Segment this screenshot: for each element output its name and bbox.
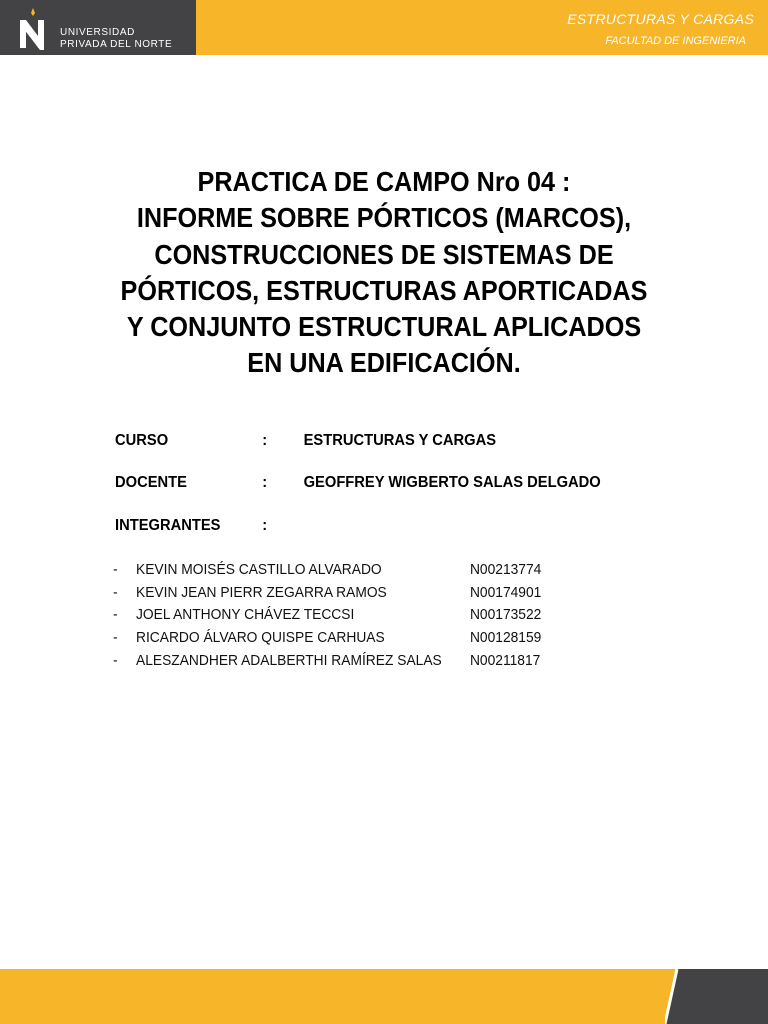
member-name: RICARDO ÁLVARO QUISPE CARHUAS <box>136 629 385 646</box>
docente-value: GEOFFREY WIGBERTO SALAS DELGADO <box>303 474 601 491</box>
member-bullet: - <box>113 584 118 601</box>
member-code: N00213774 <box>469 561 542 578</box>
member-code: N00211817 <box>469 652 541 669</box>
member-bullet: - <box>113 652 118 669</box>
title-line-2: INFORME SOBRE PÓRTICOS (MARCOS), <box>136 202 632 234</box>
title-line-5: Y CONJUNTO ESTRUCTURAL APLICADOS <box>126 311 642 343</box>
curso-value: ESTRUCTURAS Y CARGAS <box>303 432 497 449</box>
curso-colon: : <box>262 432 268 449</box>
member-name: JOEL ANTHONY CHÁVEZ TECCSI <box>136 606 355 623</box>
integrantes-colon: : <box>262 517 268 534</box>
footer-band <box>0 969 768 1024</box>
logo-line-1: UNIVERSIDAD <box>60 27 135 38</box>
integrantes-label: INTEGRANTES <box>115 517 221 534</box>
title-line-3: CONSTRUCCIONES DE SISTEMAS DE <box>154 238 614 270</box>
member-code: N00174901 <box>469 584 542 601</box>
docente-colon: : <box>262 474 268 491</box>
logo-line-2: PRIVADA DEL NORTE <box>60 39 173 50</box>
university-logo <box>0 0 196 55</box>
title-line-6: EN UNA EDIFICACIÓN. <box>247 347 521 379</box>
document-title <box>38 164 729 382</box>
docente-label: DOCENTE <box>115 474 187 491</box>
header-course: ESTRUCTURAS Y CARGAS <box>567 11 754 27</box>
member-name: KEVIN MOISÉS CASTILLO ALVARADO <box>136 561 382 578</box>
footer-accent-block <box>665 969 768 1024</box>
member-name: KEVIN JEAN PIERR ZEGARRA RAMOS <box>136 584 387 601</box>
header-faculty: FACULTAD DE INGENIERIA <box>605 35 746 47</box>
upn-logo-icon <box>18 8 48 50</box>
member-name: ALESZANDHER ADALBERTHI RAMÍREZ SALAS <box>136 652 442 669</box>
title-line-4: PÓRTICOS, ESTRUCTURAS APORTICADAS <box>120 274 648 306</box>
title-line-1: PRACTICA DE CAMPO Nro 04 : <box>197 166 571 197</box>
member-bullet: - <box>113 629 118 646</box>
member-bullet: - <box>113 561 118 578</box>
curso-label: CURSO <box>115 432 169 449</box>
member-bullet: - <box>113 606 118 623</box>
member-code: N00128159 <box>469 629 542 646</box>
member-code: N00173522 <box>469 606 542 623</box>
